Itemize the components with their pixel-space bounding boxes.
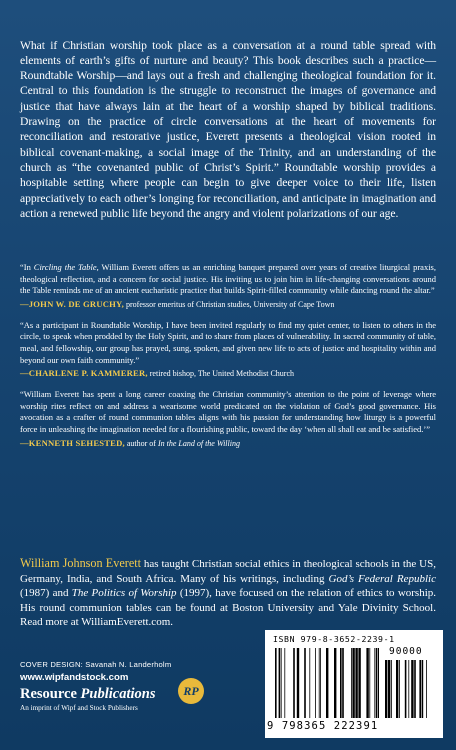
- endorsement-attribution: —CHARLENE P. KAMMERER, retired bishop, The United Methodist Church: [20, 368, 295, 379]
- isbn-barcode: [265, 630, 443, 738]
- cover-design-credit: COVER DESIGN: Savanah N. Landerholm: [20, 660, 172, 669]
- barcode-number: 9 798365 222391: [267, 720, 379, 732]
- author-name: William Johnson Everett: [20, 556, 141, 570]
- addon-bars-icon: [385, 660, 435, 718]
- endorser-name: KENNETH SEHESTED,: [28, 437, 125, 448]
- endorser-name: JOHN W. DE GRUCHY,: [28, 298, 125, 309]
- endorsement-attribution: —JOHN W. DE GRUCHY, professor emeritus of Christian studies, University of Cape Town: [20, 298, 335, 309]
- barcode-bars-icon: [275, 648, 379, 718]
- endorsement-quote: “As a participant in Roundtable Worship, I have been invited regularly to find my quiet center, to listen to others in the circle, to speak when prodded by the Holy Spirit, and to share from places of vulnerability. In sacred community of table, meal, and fellowship, our group has prayed, sung, spoken, and given new life to acts of justice and hospitality within and beyond our own faith community.”: [20, 319, 436, 365]
- isbn-label: ISBN 979-8-3652-2239-1: [273, 634, 395, 644]
- endorsement-quote: “William Everett has spent a long career coaxing the Christian community’s attention to the point of leverage where worship rites reflect on and address a wearisome world predicated on the violation of God’s good governance. His avocation as a crafter of round communion tables aligns with his passion for understanding how liturgy is a powerful force in unleashing the imagination needed for a flourishing public, toward the day ‘when all shall eat and be satisfied.’”: [20, 389, 436, 434]
- endorsement-attribution: —KENNETH SEHESTED, author of In the Land of the Willing: [20, 437, 240, 448]
- author-bio: William Johnson Everett has taught Christian social ethics in theological schools in the US, Germany, India, and South Africa. Many of his writings, including God’s Federal Republic (1987) and The Politics of Worship (1997), have focused on the relation of ethics to worship. His round communion tables can be found at Boston University and Yale Divinity School. Read more at WilliamEverett.com.: [20, 556, 437, 629]
- endorsement: [20, 389, 436, 448]
- publisher-footer: [20, 660, 250, 712]
- endorsements: [20, 262, 436, 459]
- book-description: What if Christian worship took place as a conversation at a round table spread with elements of earth’s gifts of nurture and beauty? This book describes such a practice—Roundtable Worship—and lays out a fresh and challenging theological foundation for it. Central to this foundation is the struggle to reconstruct the images of governance and justice that have always lain at the heart of a worship shaped by biblical traditions. Drawing on the practice of circle conversations at the heart of movements for reconciliation and restorative justice, Everett presents a theological vision rooted in biblical covenant-making, a social image of the Trinity, and an understanding of the church as “the covenanted public of Christ’s Spirit.” Roundtable worship provides a hospitable setting where people can begin to give deeper voice to their life, listen appreciatively to each other’s longing for reconciliation, and anticipate in imagination and action a renewed public life beyond the angry and violent polarizations of our age.: [20, 38, 436, 220]
- publisher-name: Resource Publications: [20, 686, 156, 702]
- publisher-website: www.wipfandstock.com: [20, 672, 129, 683]
- publisher-logo-icon: RP: [178, 678, 204, 704]
- endorsement-quote: “In Circling the Table, William Everett offers us an enriching banquet prepared over years of creative liturgical praxis, theological reflection, and a concern for social justice. His inviting us to join him in life-changing conversations around the Table reminds me of an ancient eucharistic practice that builds Spirit-filled community while dancing round the altar.”: [20, 262, 436, 296]
- endorser-name: CHARLENE P. KAMMERER,: [28, 368, 148, 379]
- endorsement: [20, 262, 436, 310]
- publisher-imprint: An imprint of Wipf and Stock Publishers: [20, 704, 138, 712]
- barcode-addon: 90000: [389, 646, 423, 657]
- endorsement: [20, 320, 436, 379]
